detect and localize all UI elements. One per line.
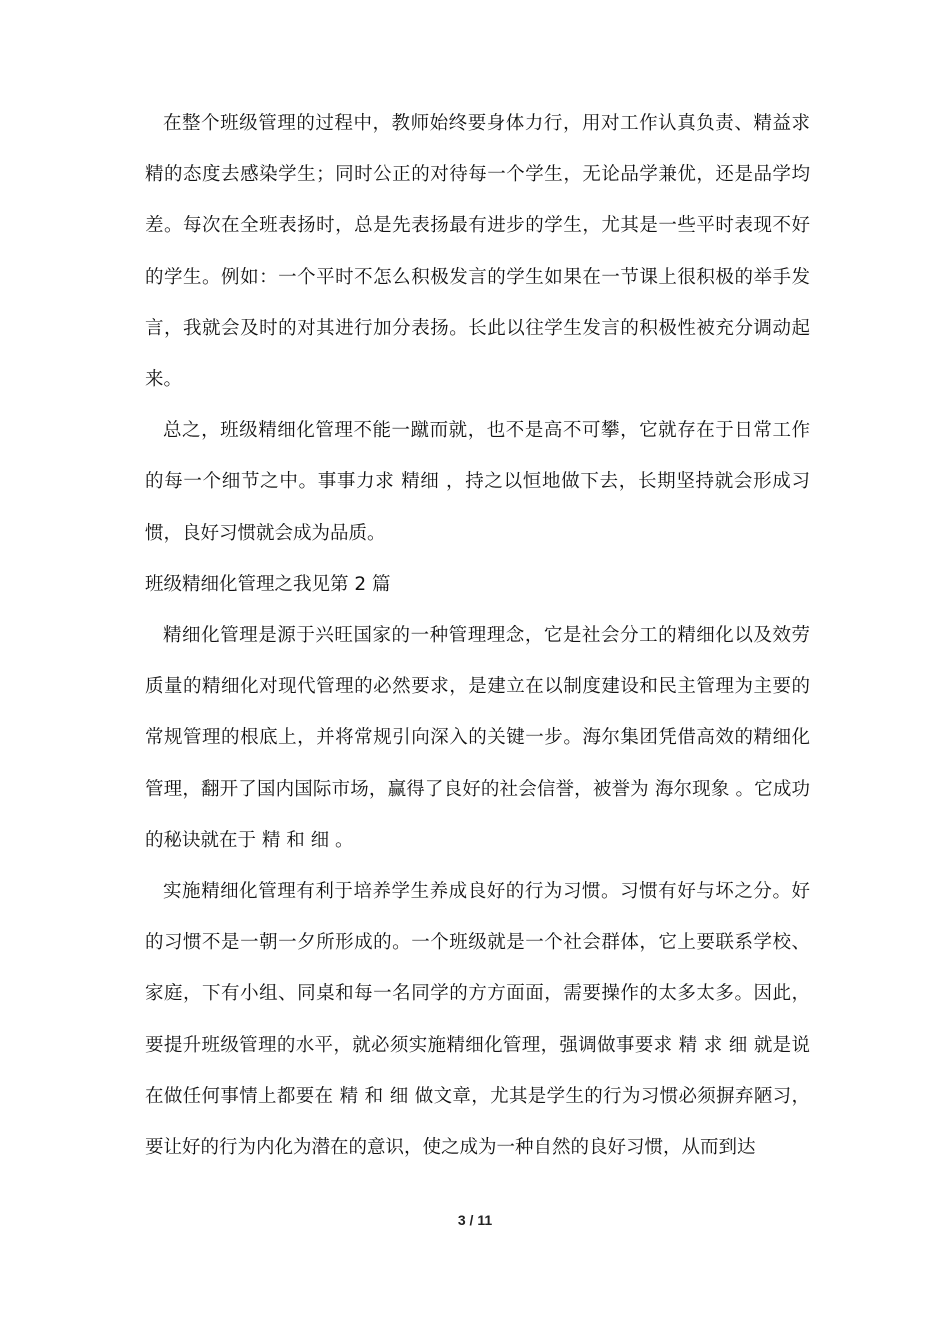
paragraph-class-management-example: 在整个班级管理的过程中，教师始终要身体力行，用对工作认真负责、精益求精的态度去感染学生；同时公正的对待每一个学生，无论品学兼优，还是品学均差。每次在全班表扬时，总是先表扬最有进步的学生，尤其是一些平时表现不好的学生。例如：一个平时不怎么积极发言的学生如果在一节课上很积极的举手发言，我就会及时的对其进行加分表扬。长此以往学生发言的积极性被充分调动起来。 [145, 113, 810, 391]
page-separator: / [469, 1212, 474, 1228]
total-page-count: 11 [477, 1212, 493, 1228]
section-heading: 班级精细化管理之我见第 2 篇 [145, 573, 391, 595]
document-body [145, 98, 810, 1173]
paragraph-summary: 总之，班级精细化管理不能一蹴而就，也不是高不可攀，它就存在于日常工作的每一个细节之中。事事力求 精细 ，持之以恒地做下去，长期坚持就会形成习惯，良好习惯就会成为品质。 [145, 420, 810, 544]
current-page-number: 3 [457, 1212, 466, 1228]
paragraph-refined-management-concept: 精细化管理是源于兴旺国家的一种管理理念，它是社会分工的精细化以及效劳质量的精细化对现代管理的必然要求，是建立在以制度建设和民主管理为主要的常规管理的根底上，并将常规引向深入的关键一步。海尔集团凭借高效的精细化管理，翻开了国内国际市场，赢得了良好的社会信誉，被誉为 海尔现象 。它成功的秘诀就在于 精 和 细 。 [145, 625, 810, 851]
page-number [0, 1212, 950, 1228]
paragraph-behavior-habits: 实施精细化管理有利于培养学生养成良好的行为习惯。习惯有好与坏之分。好的习惯不是一朝一夕所形成的。一个班级就是一个社会群体，它上要联系学校、家庭，下有小组、同桌和每一名同学的方方面面，需要操作的太多太多。因此，要提升班级管理的水平，就必须实施精细化管理，强调做事要求 精 求 细 就是说在做任何事情上都要在 精 和 细 做文章，尤其是学生的行为习惯必须摒弃陋习，要让好的行为内化为潜在的意识，使之成为一种自然的良好习惯，从而到达 [145, 881, 810, 1159]
